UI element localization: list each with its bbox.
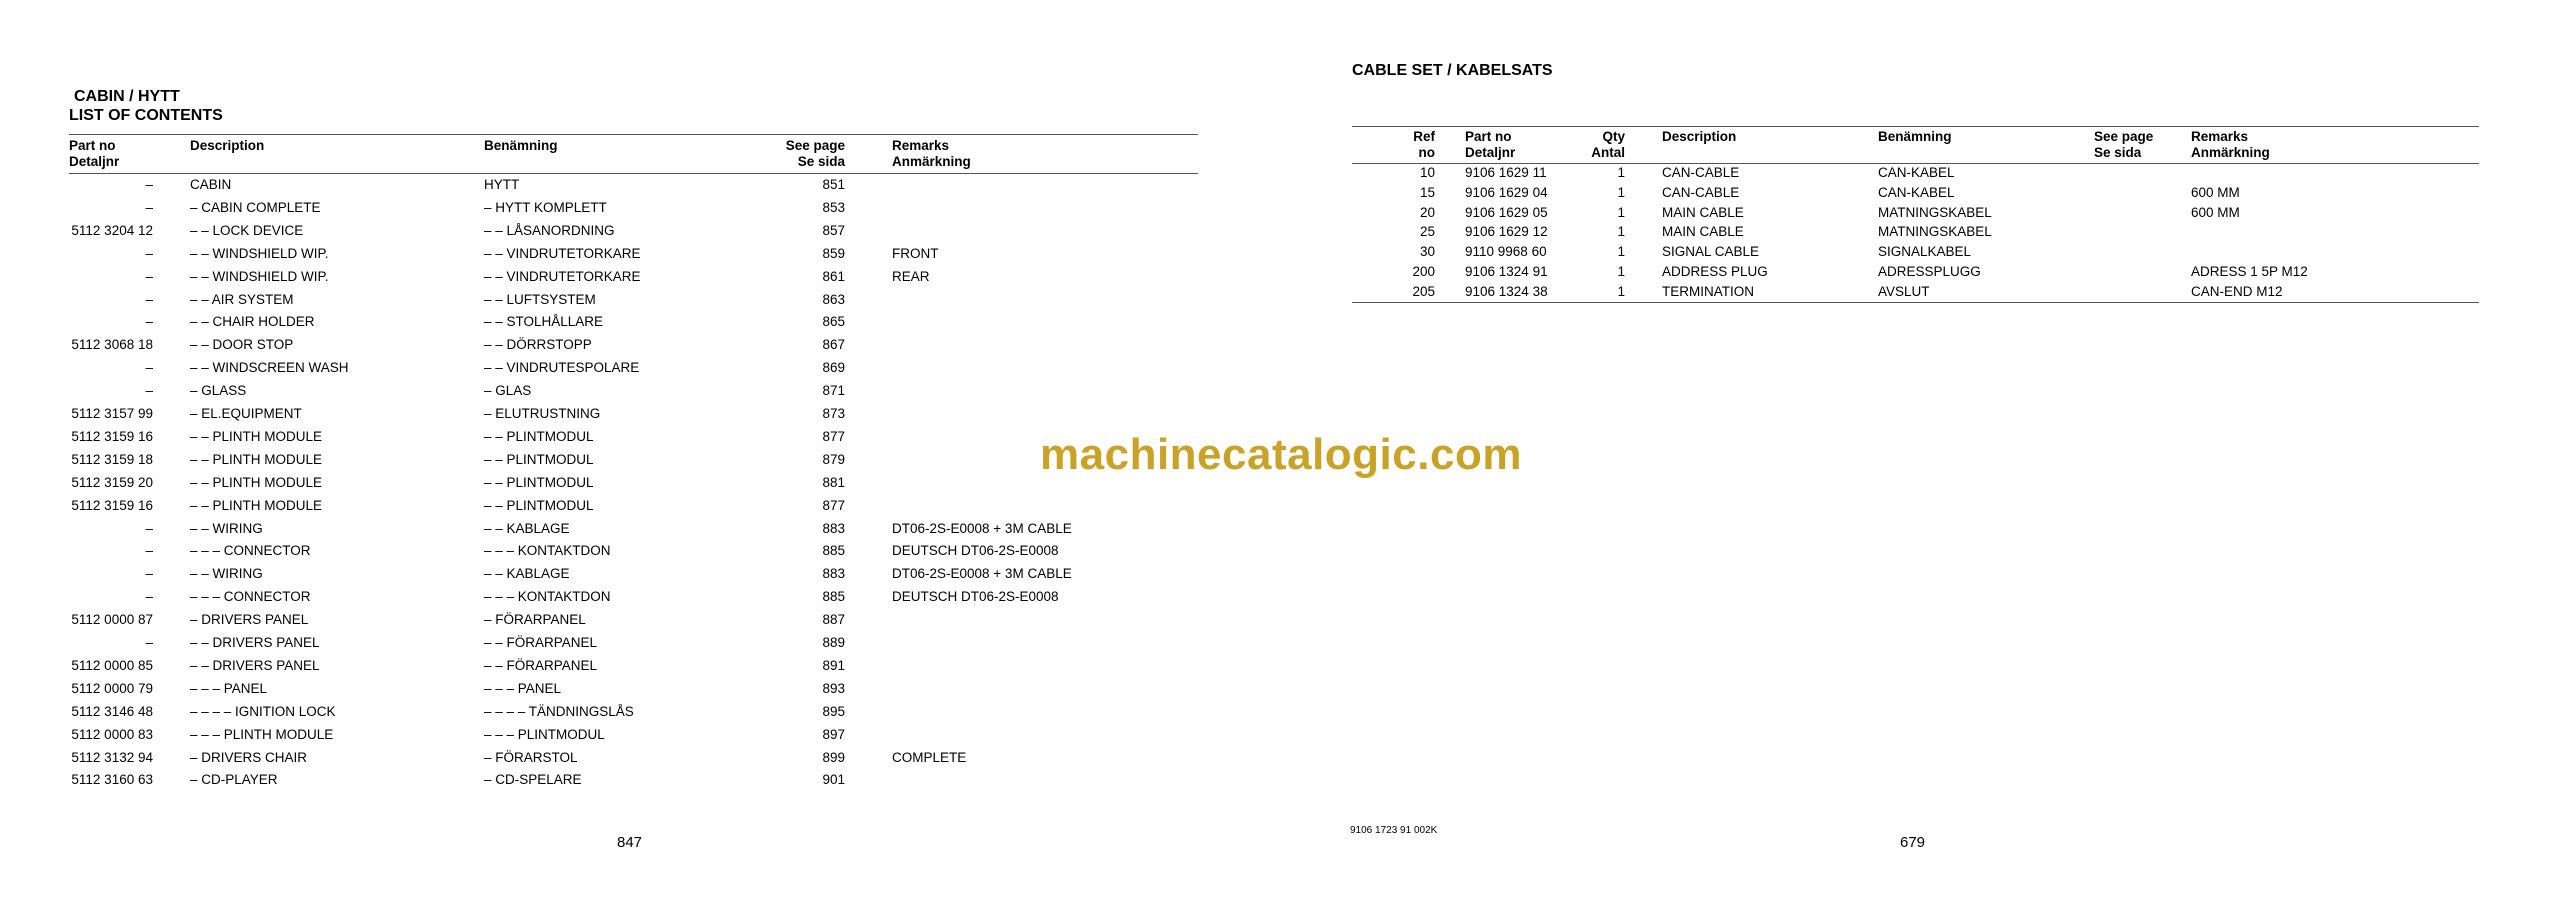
benamning-cell: – – – KONTAKTDON	[484, 543, 611, 559]
remarks-cell: REAR	[892, 268, 930, 284]
description-cell: CABIN	[190, 177, 232, 192]
part-no-cell: 5112 3157 99	[71, 406, 153, 421]
description-cell: – – PLINTH MODULE	[190, 497, 323, 513]
description-cell: – – – CONNECTOR	[190, 589, 311, 605]
right-header-benamning: Benämning	[1878, 129, 1952, 144]
description-cell: MAIN CABLE	[1662, 204, 1744, 220]
benamning-cell: AVSLUT	[1878, 283, 1930, 299]
description-cell: – – DRIVERS PANEL	[190, 657, 320, 673]
part-no-cell: –	[145, 177, 153, 192]
description-cell: – – DRIVERS PANEL	[190, 635, 320, 650]
page-cell: 867	[822, 337, 845, 353]
part-no-cell: 5112 3204 12	[71, 222, 153, 238]
part-no-cell: 5112 3159 20	[71, 474, 153, 490]
qty-cell: 1	[1617, 244, 1625, 260]
table-row	[0, 681, 1280, 704]
part-no-cell: 9106 1629 11	[1465, 165, 1547, 180]
doc-code: 9106 1723 91 002K	[1350, 825, 1438, 836]
page-cell: 861	[822, 268, 845, 284]
benamning-cell: HYTT	[484, 177, 520, 192]
remarks-cell: 600 MM	[2191, 184, 2240, 200]
part-no-cell: 9106 1629 04	[1465, 184, 1548, 200]
right-header-qty: Qty Antal	[1591, 129, 1625, 160]
benamning-cell: – – VINDRUTESPOLARE	[484, 360, 640, 376]
qty-cell: 1	[1617, 283, 1625, 299]
table-row	[0, 772, 1280, 795]
page-cell: 895	[822, 703, 845, 719]
qty-cell: 1	[1617, 204, 1625, 220]
table-row	[0, 543, 1280, 566]
part-no-cell: –	[145, 291, 153, 307]
remarks-cell: DT06-2S-E0008 + 3M CABLE	[892, 520, 1072, 536]
description-cell: – – – PLINTH MODULE	[190, 726, 334, 742]
benamning-cell: ADRESSPLUGG	[1878, 264, 1981, 279]
page-cell: 897	[822, 726, 845, 742]
description-cell: – GLASS	[190, 383, 247, 399]
part-no-cell: 5112 0000 79	[71, 680, 153, 696]
benamning-cell: – CD-SPELARE	[484, 772, 582, 788]
table-row	[0, 521, 1280, 544]
part-no-cell: 5112 3159 16	[71, 497, 153, 513]
right-table-bottom-rule	[1352, 302, 2479, 303]
part-no-cell: 5112 0000 87	[71, 612, 153, 628]
remarks-cell: CAN-END M12	[2191, 283, 2283, 299]
page-cell: 901	[822, 772, 845, 788]
part-no-cell: 9106 1629 12	[1465, 224, 1548, 240]
benamning-cell: MATNINGSKABEL	[1878, 204, 1992, 220]
benamning-cell: – – – KONTAKTDON	[484, 589, 611, 605]
table-row	[0, 658, 1280, 681]
page-cell: 883	[822, 566, 845, 582]
remarks-cell: DEUTSCH DT06-2S-E0008	[892, 543, 1059, 559]
part-no-cell: 5112 3132 94	[71, 749, 153, 765]
remarks-cell: 600 MM	[2191, 204, 2240, 220]
part-no-cell: –	[145, 543, 153, 559]
benamning-cell: – – – PANEL	[484, 680, 562, 696]
description-cell: – – AIR SYSTEM	[190, 291, 294, 307]
ref-cell: 30	[1419, 244, 1435, 260]
part-no-cell: 5112 3159 18	[71, 451, 153, 467]
part-no-cell: 9106 1324 38	[1465, 283, 1548, 299]
benamning-cell: – – STOLHÅLLARE	[484, 314, 604, 330]
table-row	[0, 750, 1280, 773]
table-row	[0, 612, 1280, 635]
part-no-cell: –	[145, 383, 153, 399]
left-page-subtitle: LIST OF CONTENTS	[69, 107, 223, 124]
ref-cell: 10	[1419, 165, 1435, 180]
table-row	[0, 406, 1280, 429]
benamning-cell: – ELUTRUSTNING	[484, 406, 601, 421]
page-cell: 869	[822, 360, 845, 376]
right-header-ref: Ref no	[1413, 129, 1435, 160]
description-cell: – – WINDSHIELD WIP.	[190, 268, 329, 284]
page-cell: 881	[822, 474, 845, 490]
part-no-cell: 9106 1629 05	[1465, 204, 1548, 220]
description-cell: – CABIN COMPLETE	[190, 199, 321, 215]
left-header-description: Description	[190, 138, 265, 153]
description-cell: – – WINDSHIELD WIP.	[190, 245, 329, 261]
page-cell: 857	[822, 222, 845, 238]
page-cell: 887	[822, 612, 845, 628]
part-no-cell: –	[145, 566, 153, 582]
description-cell: – – PLINTH MODULE	[190, 428, 323, 444]
page-cell: 865	[822, 314, 845, 330]
table-row	[0, 337, 1280, 360]
table-row	[0, 498, 1280, 521]
description-cell: – – WINDSCREEN WASH	[190, 360, 349, 376]
part-no-cell: –	[145, 314, 153, 330]
right-header-part-no: Part no Detaljnr	[1465, 129, 1516, 160]
benamning-cell: – – KABLAGE	[484, 520, 570, 536]
left-header-benamning: Benämning	[484, 138, 558, 153]
table-row	[0, 360, 1280, 383]
left-page-title: CABIN / HYTT	[74, 88, 180, 105]
page-cell: 877	[822, 428, 845, 444]
benamning-cell: – – KABLAGE	[484, 566, 570, 582]
table-row	[0, 284, 2560, 307]
description-cell: – – – – IGNITION LOCK	[190, 703, 336, 719]
description-cell: CAN-CABLE	[1662, 184, 1740, 200]
page-cell: 885	[822, 543, 845, 559]
benamning-cell: – FÖRARSTOL	[484, 749, 578, 765]
page-cell: 871	[822, 383, 845, 399]
page-cell: 851	[822, 177, 845, 192]
part-no-cell: 5112 0000 85	[71, 657, 153, 673]
description-cell: – – WIRING	[190, 566, 263, 582]
description-cell: – – CHAIR HOLDER	[190, 314, 315, 330]
right-page-title: CABLE SET / KABELSATS	[1352, 62, 1553, 79]
ref-cell: 25	[1419, 224, 1435, 240]
page-cell: 883	[822, 520, 845, 536]
page-cell: 893	[822, 680, 845, 696]
benamning-cell: – FÖRARPANEL	[484, 612, 586, 628]
benamning-cell: MATNINGSKABEL	[1878, 224, 1992, 240]
remarks-cell: DT06-2S-E0008 + 3M CABLE	[892, 566, 1072, 582]
benamning-cell: – – LUFTSYSTEM	[484, 291, 596, 307]
watermark-text: machinecatalogic.com	[1040, 430, 1522, 479]
table-row	[0, 727, 1280, 750]
table-row	[0, 314, 1280, 337]
benamning-cell: – – PLINTMODUL	[484, 474, 594, 490]
page-cell: 873	[822, 406, 845, 421]
remarks-cell: COMPLETE	[892, 749, 967, 765]
page-cell: 891	[822, 657, 845, 673]
table-row	[0, 704, 1280, 727]
left-header-top-rule	[69, 134, 1198, 135]
part-no-cell: 5112 3146 48	[71, 703, 153, 719]
description-cell: TERMINATION	[1662, 283, 1754, 299]
table-row	[0, 383, 1280, 406]
description-cell: – – – PANEL	[190, 680, 268, 696]
benamning-cell: CAN-KABEL	[1878, 184, 1955, 200]
left-header-part-no: Part no Detaljnr	[69, 138, 120, 169]
part-no-cell: –	[145, 268, 153, 284]
page-cell: 885	[822, 589, 845, 605]
ref-cell: 15	[1419, 184, 1435, 200]
right-header-description: Description	[1662, 129, 1737, 144]
table-row	[0, 589, 1280, 612]
qty-cell: 1	[1617, 264, 1625, 279]
description-cell: – – LOCK DEVICE	[190, 222, 304, 238]
benamning-cell: – – FÖRARPANEL	[484, 657, 598, 673]
left-page-number: 847	[617, 834, 643, 851]
remarks-cell: DEUTSCH DT06-2S-E0008	[892, 589, 1059, 605]
left-header-see-page: See page Se sida	[785, 138, 845, 169]
right-header-top-rule	[1352, 126, 2479, 127]
description-cell: – CD-PLAYER	[190, 772, 278, 788]
part-no-cell: 5112 0000 83	[71, 726, 153, 742]
table-row	[0, 566, 1280, 589]
description-cell: MAIN CABLE	[1662, 224, 1744, 240]
page-cell: 863	[822, 291, 845, 307]
part-no-cell: 5112 3159 16	[71, 428, 153, 444]
description-cell: – – PLINTH MODULE	[190, 474, 323, 490]
benamning-cell: SIGNALKABEL	[1878, 244, 1972, 260]
description-cell: – EL.EQUIPMENT	[190, 406, 302, 421]
benamning-cell: – – PLINTMODUL	[484, 451, 594, 467]
description-cell: – – DOOR STOP	[190, 337, 294, 353]
benamning-cell: – – DÖRRSTOPP	[484, 337, 592, 353]
page-cell: 889	[822, 635, 845, 650]
ref-cell: 20	[1419, 204, 1435, 220]
part-no-cell: –	[145, 589, 153, 605]
ref-cell: 200	[1412, 264, 1435, 279]
benamning-cell: – – – PLINTMODUL	[484, 726, 605, 742]
right-parts-table	[0, 165, 2560, 305]
description-cell: SIGNAL CABLE	[1662, 244, 1760, 260]
benamning-cell: – – – – TÄNDNINGSLÅS	[484, 703, 634, 719]
part-no-cell: –	[145, 199, 153, 215]
description-cell: – – PLINTH MODULE	[190, 451, 323, 467]
part-no-cell: 5112 3068 18	[71, 337, 153, 353]
benamning-cell: – – FÖRARPANEL	[484, 635, 598, 650]
benamning-cell: – – VINDRUTETORKARE	[484, 245, 641, 261]
benamning-cell: – HYTT KOMPLETT	[484, 199, 607, 215]
benamning-cell: – – VINDRUTETORKARE	[484, 268, 641, 284]
part-no-cell: –	[145, 360, 153, 376]
ref-cell: 205	[1412, 283, 1435, 299]
benamning-cell: – – LÅSANORDNING	[484, 222, 615, 238]
description-cell: – – WIRING	[190, 520, 263, 536]
right-header-see-page: See page Se sida	[2094, 129, 2154, 160]
part-no-cell: –	[145, 520, 153, 536]
description-cell: – DRIVERS PANEL	[190, 612, 309, 628]
qty-cell: 1	[1617, 224, 1625, 240]
part-no-cell: 9110 9968 60	[1465, 244, 1547, 260]
page-cell: 899	[822, 749, 845, 765]
description-cell: – DRIVERS CHAIR	[190, 749, 308, 765]
part-no-cell: –	[145, 245, 153, 261]
page-cell: 853	[822, 199, 845, 215]
benamning-cell: – GLAS	[484, 383, 532, 399]
part-no-cell: 5112 3160 63	[71, 772, 153, 788]
remarks-cell: ADRESS 1 5P M12	[2191, 264, 2308, 279]
qty-cell: 1	[1617, 184, 1625, 200]
right-header-remarks: Remarks Anmärkning	[2191, 129, 2270, 160]
page-cell: 879	[822, 451, 845, 467]
qty-cell: 1	[1617, 165, 1625, 180]
right-page-number: 679	[1900, 834, 1926, 851]
description-cell: ADDRESS PLUG	[1662, 264, 1768, 279]
right-header-bottom-rule	[1352, 163, 2479, 164]
benamning-cell: CAN-KABEL	[1878, 165, 1955, 180]
remarks-cell: FRONT	[892, 245, 939, 261]
page-cell: 859	[822, 245, 845, 261]
left-header-remarks: Remarks Anmärkning	[892, 138, 971, 169]
benamning-cell: – – PLINTMODUL	[484, 428, 594, 444]
part-no-cell: –	[145, 635, 153, 650]
description-cell: CAN-CABLE	[1662, 165, 1740, 180]
description-cell: – – – CONNECTOR	[190, 543, 311, 559]
part-no-cell: 9106 1324 91	[1465, 264, 1548, 279]
page-cell: 877	[822, 497, 845, 513]
benamning-cell: – – PLINTMODUL	[484, 497, 594, 513]
table-row	[0, 635, 1280, 658]
